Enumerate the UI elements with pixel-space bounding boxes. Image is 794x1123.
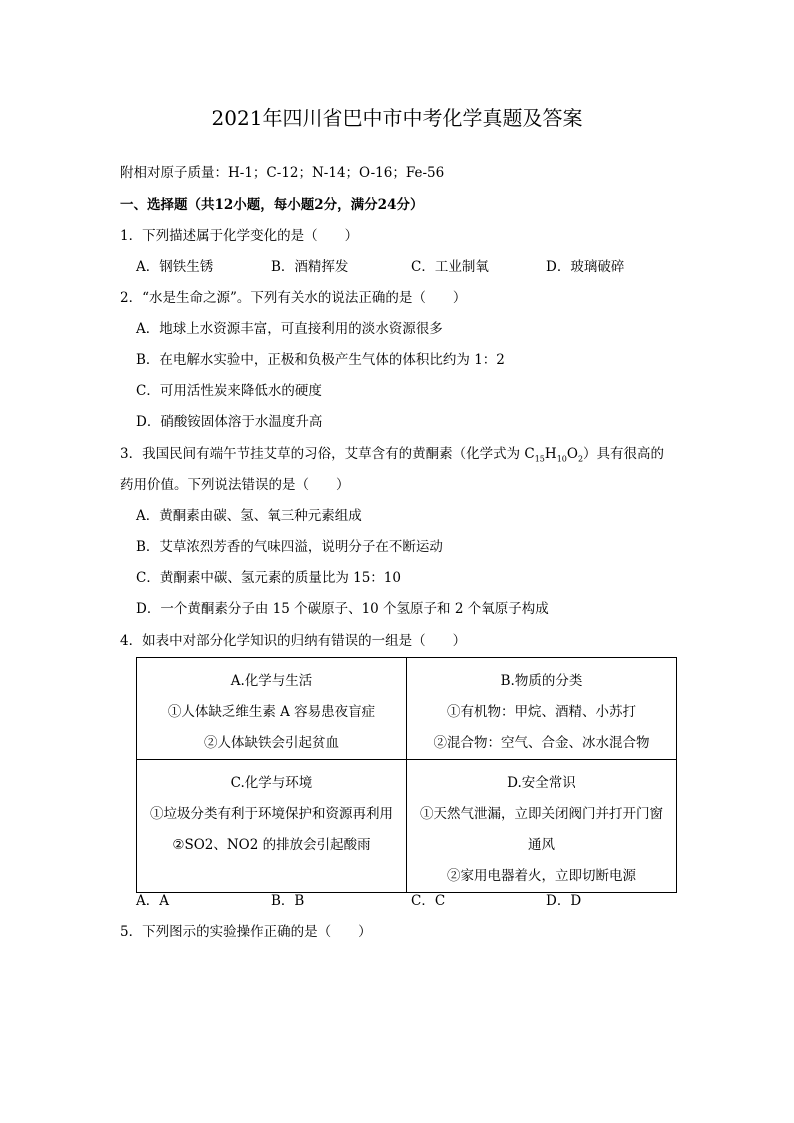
question-2-stem: 2．“水是生命之源”。下列有关水的说法正确的是（ ） <box>120 290 467 306</box>
question-4-stem: 4．如表中对部分化学知识的归纳有错误的一组是（ ） <box>120 633 467 649</box>
section-heading: 一、选择题（共12小题，每小题2分，满分24分） <box>120 197 424 213</box>
option-b: B．在电解水实验中，正极和负极产生气体的体积比约为 1：2 <box>136 352 505 368</box>
option-a: A．地球上水资源丰富，可直接利用的淡水资源很多 <box>136 321 443 337</box>
question-5-stem: 5．下列图示的实验操作正确的是（ ） <box>120 924 372 940</box>
option-a: A．钢铁生锈 <box>136 259 214 275</box>
cell-title: D.安全常识 <box>507 775 576 791</box>
page-title: 2021年四川省巴中市中考化学真题及答案 <box>211 106 583 130</box>
option-d: D．D <box>546 893 582 909</box>
option-a: A．A <box>136 893 169 909</box>
cell-title: A.化学与生活 <box>230 673 313 689</box>
question-3-stem: 3．我国民间有端午节挂艾草的习俗，艾草含有的黄酮素（化学式为 $C_{15}H_{10}O_2$）具有很高的 <box>120 446 665 464</box>
cell-a <box>137 658 407 760</box>
cell-item: ②SO2、NO2 的排放会引起酸雨 <box>172 837 371 853</box>
option-b: B．酒精挥发 <box>271 259 349 275</box>
cell-item: ②人体缺铁会引起贫血 <box>204 735 339 751</box>
option-a: A．黄酮素由碳、氢、氧三种元素组成 <box>136 508 362 524</box>
option-b: B．B <box>271 893 305 909</box>
question-1-stem: 1．下列描述属于化学变化的是（ ） <box>120 228 359 244</box>
cell-title: B.物质的分类 <box>500 673 583 689</box>
option-c: C．工业制氧 <box>411 259 489 275</box>
option-d: D．玻璃破碎 <box>546 259 625 275</box>
cell-item: ①有机物：甲烷、酒精、小苏打 <box>447 704 636 720</box>
cell-d <box>407 760 677 893</box>
option-c: C．可用活性炭来降低水的硬度 <box>136 383 322 399</box>
option-c: C．C <box>411 893 446 909</box>
atomic-mass-note: 附相对原子质量：H-1；C-12；N-14；O-16；Fe-56 <box>120 165 445 181</box>
cell-item: 通风 <box>528 837 555 853</box>
question-3-stem-cont: 药用价值。下列说法错误的是（ ） <box>120 477 350 493</box>
cell-item: ①垃圾分类有利于环境保护和资源再利用 <box>150 806 393 822</box>
option-c: C．黄酮素中碳、氢元素的质量比为 15：10 <box>136 570 401 586</box>
knowledge-table <box>136 657 677 893</box>
cell-c <box>137 760 407 893</box>
cell-item: ①天然气泄漏，立即关闭阀门并打开门窗 <box>420 806 663 822</box>
option-b: B．艾草浓烈芳香的气味四溢，说明分子在不断运动 <box>136 539 443 555</box>
cell-title: C.化学与环境 <box>230 775 313 791</box>
cell-item: ①人体缺乏维生素 A 容易患夜盲症 <box>167 704 376 720</box>
cell-item: ②混合物：空气、合金、冰水混合物 <box>433 735 650 751</box>
option-d: D．一个黄酮素分子由 15 个碳原子、10 个氢原子和 2 个氧原子构成 <box>136 601 549 617</box>
option-d: D．硝酸铵固体溶于水温度升高 <box>136 414 323 430</box>
cell-item: ②家用电器着火，立即切断电源 <box>447 868 636 884</box>
cell-b <box>407 658 677 760</box>
